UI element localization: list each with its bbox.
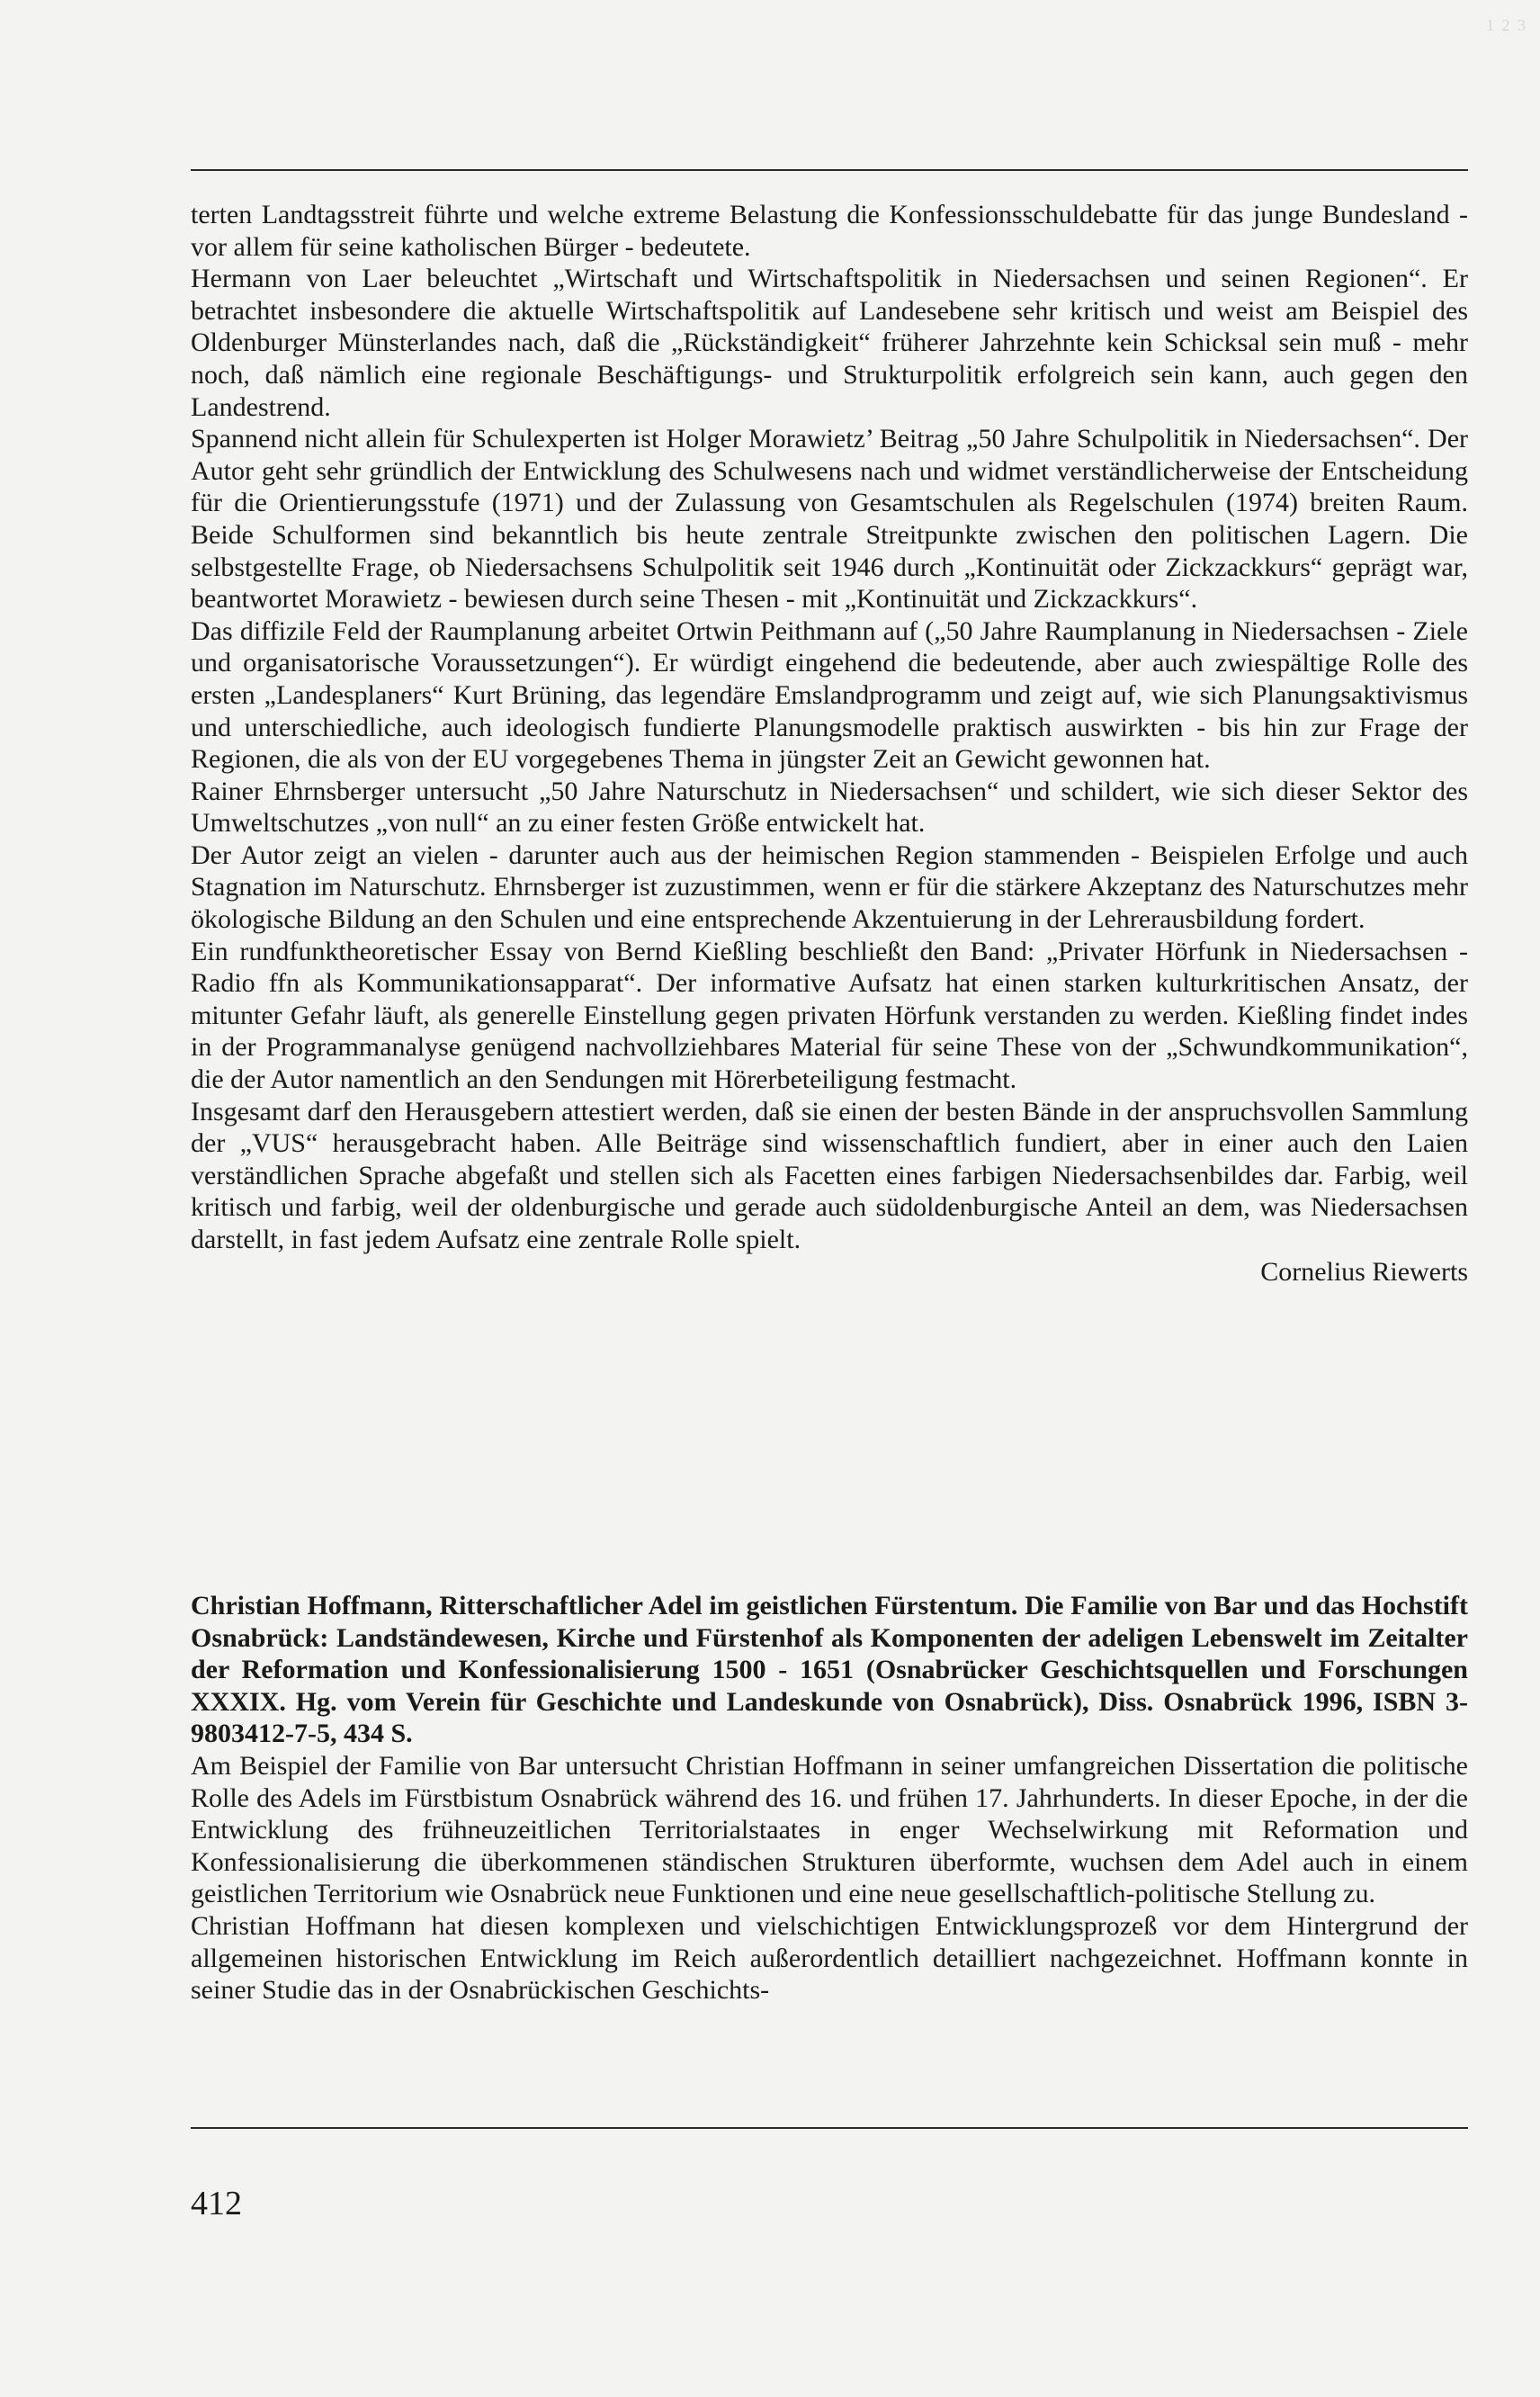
reviewer-signature: Cornelius Riewerts [1260, 1256, 1468, 1287]
book-title: Christian Hoffmann, Ritterschaftlicher Adel im geistlichen Fürstentum. Die Familie von Bar und das Hochstift Osnabrück: Landständewesen, Kirche und Fürstenhof als Komponenten der adeligen Lebenswelt im Zeitalter der Reformation und Konfessionalisierung 1500 - 1651 (Osnabrücker Geschichtsquellen und Forschungen XXXIX. Hg. vom Verein für Geschichte und Landeskunde von Osnabrück), Diss. Osnabrück 1996, ISBN 3-9803412-7-5, 434 S. [191, 1591, 1468, 1749]
review-1-paragraph: Rainer Ehrnsberger untersucht „50 Jahre Naturschutz in Niedersachsen“ und schildert, wie sich dieser Sektor des Umweltschutzes „von null“ an zu einer festen Größe entwickelt hat. [191, 776, 1468, 839]
review-1-paragraph: Insgesamt darf den Herausgebern attestiert werden, daß sie einen der besten Bände in der anspruchsvollen Sammlung der „VUS“ herausgebracht haben. Alle Beiträge sind wissenschaftlich fundiert, aber in einer auch den Laien verständlichen Sprache abgefaßt und stellen sich als Facetten eines farbigen Niedersachsenbildes dar. Farbig, weil kritisch und farbig, weil der oldenburgische und gerade auch südoldenburgische Anteil an dem, was Niedersachsen darstellt, in fast jedem Aufsatz eine zentrale Rolle spielt. [191, 1096, 1468, 1254]
review-1-paragraph: terten Landtagsstreit führte und welche extreme Belastung die Konfessionsschuldebatte für das junge Bundesland - vor allem für seine katholischen Bürger - bedeutete. [191, 200, 1468, 262]
review-1-paragraph: Hermann von Laer beleuchtet „Wirtschaft und Wirtschaftspolitik in Niedersachsen und seinen Regionen“. Er betrachtet insbesondere die aktuelle Wirtschaftspolitik auf Landesebene sehr kritisch und weist am Beispiel des Oldenburger Münsterlandes nach, daß die „Rückständigkeit“ früherer Jahrzehnte kein Schicksal sein muß - mehr noch, daß nämlich eine regionale Beschäftigungs- und Strukturpolitik erfolgreich sein kann, auch gegen den Landestrend. [191, 264, 1468, 422]
review-1-text [191, 199, 1468, 1288]
review-1-paragraph: Der Autor zeigt an vielen - darunter auch aus der heimischen Region stammenden - Beispielen Erfolge und auch Stagnation im Naturschutz. Ehrnsberger ist zuzustimmen, wenn er für die stärkere Akzeptanz des Naturschutzes mehr ökologische Bildung an den Schulen und eine entsprechende Akzentuierung in der Lehrerausbildung fordert. [191, 839, 1468, 935]
top-rule [191, 169, 1468, 171]
review-2-text [191, 1590, 1468, 2006]
corner-mark: 1 2 3 [1486, 16, 1527, 34]
review-1-paragraph: Spannend nicht allein für Schulexperten ist Holger Morawietz’ Beitrag „50 Jahre Schulpolitik in Niedersachsen“. Der Autor geht sehr gründlich der Entwicklung des Schulwesens nach und widmet verständlicherweise der Entscheidung für die Orientierungsstufe (1971) und der Zulassung von Gesamtschulen als Regelschulen (1974) breiten Raum. Beide Schulformen sind bekanntlich bis heute zentrale Streitpunkte zwischen den politischen Lagern. Die selbstgestellte Frage, ob Niedersachsens Schulpolitik seit 1946 durch „Kontinuität oder Zickzackkurs“ geprägt war, beantwortet Morawietz - bewiesen durch seine Thesen - mit „Kontinuität und Zickzackkurs“. [191, 424, 1468, 615]
review-1-paragraph: Das diffizile Feld der Raumplanung arbeitet Ortwin Peithmann auf („50 Jahre Raumplanung in Niedersachsen - Ziele und organisatorische Voraussetzungen“). Er würdigt eingehend die bedeutende, aber auch zwiespältige Rolle des ersten „Landesplaners“ Kurt Brüning, das legendäre Emslandprogramm und zeigt auf, wie sich Planungsaktivismus und unterschiedliche, auch ideologisch fundierte Planungsmodelle praktisch auswirkten - bis hin zur Frage der Regionen, die als von der EU vorgegebenes Thema in jüngster Zeit an Gewicht gewonnen hat. [191, 615, 1468, 775]
bottom-rule [191, 2127, 1468, 2129]
review-1-paragraph: Ein rundfunktheoretischer Essay von Bernd Kießling beschließt den Band: „Privater Hörfunk in Niedersachsen - Radio ffn als Kommunikationsapparat“. Der informative Aufsatz hat einen starken kulturkritischen Ansatz, der mitunter Gefahr läuft, als generelle Einstellung gegen privaten Hörfunk verstanden zu werden. Kießling findet indes in der Programmanalyse genügend nachvollziehbares Material für seine These von der „Schwundkommunikation“, die der Autor namentlich an den Sendungen mit Hörerbeteiligung festmacht. [191, 936, 1468, 1095]
review-2-paragraph: Christian Hoffmann hat diesen komplexen und vielschichtigen Entwicklungsprozeß vor dem Hintergrund der allgemeinen historischen Entwicklung im Reich außerordentlich detailliert nachgezeichnet. Hoffmann konnte in seiner Studie das in der Osnabrückischen Geschichts- [191, 1910, 1468, 2006]
review-2-paragraph: Am Beispiel der Familie von Bar untersucht Christian Hoffmann in seiner umfangreichen Dissertation die politische Rolle des Adels im Fürstbistum Osnabrück während des 16. und frühen 17. Jahrhunderts. In dieser Epoche, in der die Entwicklung des frühneuzeitlichen Territorialstaates in enger Wechselwirkung mit Reformation und Konfessionalisierung die überkommenen ständischen Strukturen überformte, wuchsen dem Adel auch in einem geistlichen Territorium wie Osnabrück neue Funktionen und eine neue gesellschaftlich-politische Stellung zu. [191, 1750, 1468, 1909]
page-number: 412 [191, 2185, 242, 2222]
